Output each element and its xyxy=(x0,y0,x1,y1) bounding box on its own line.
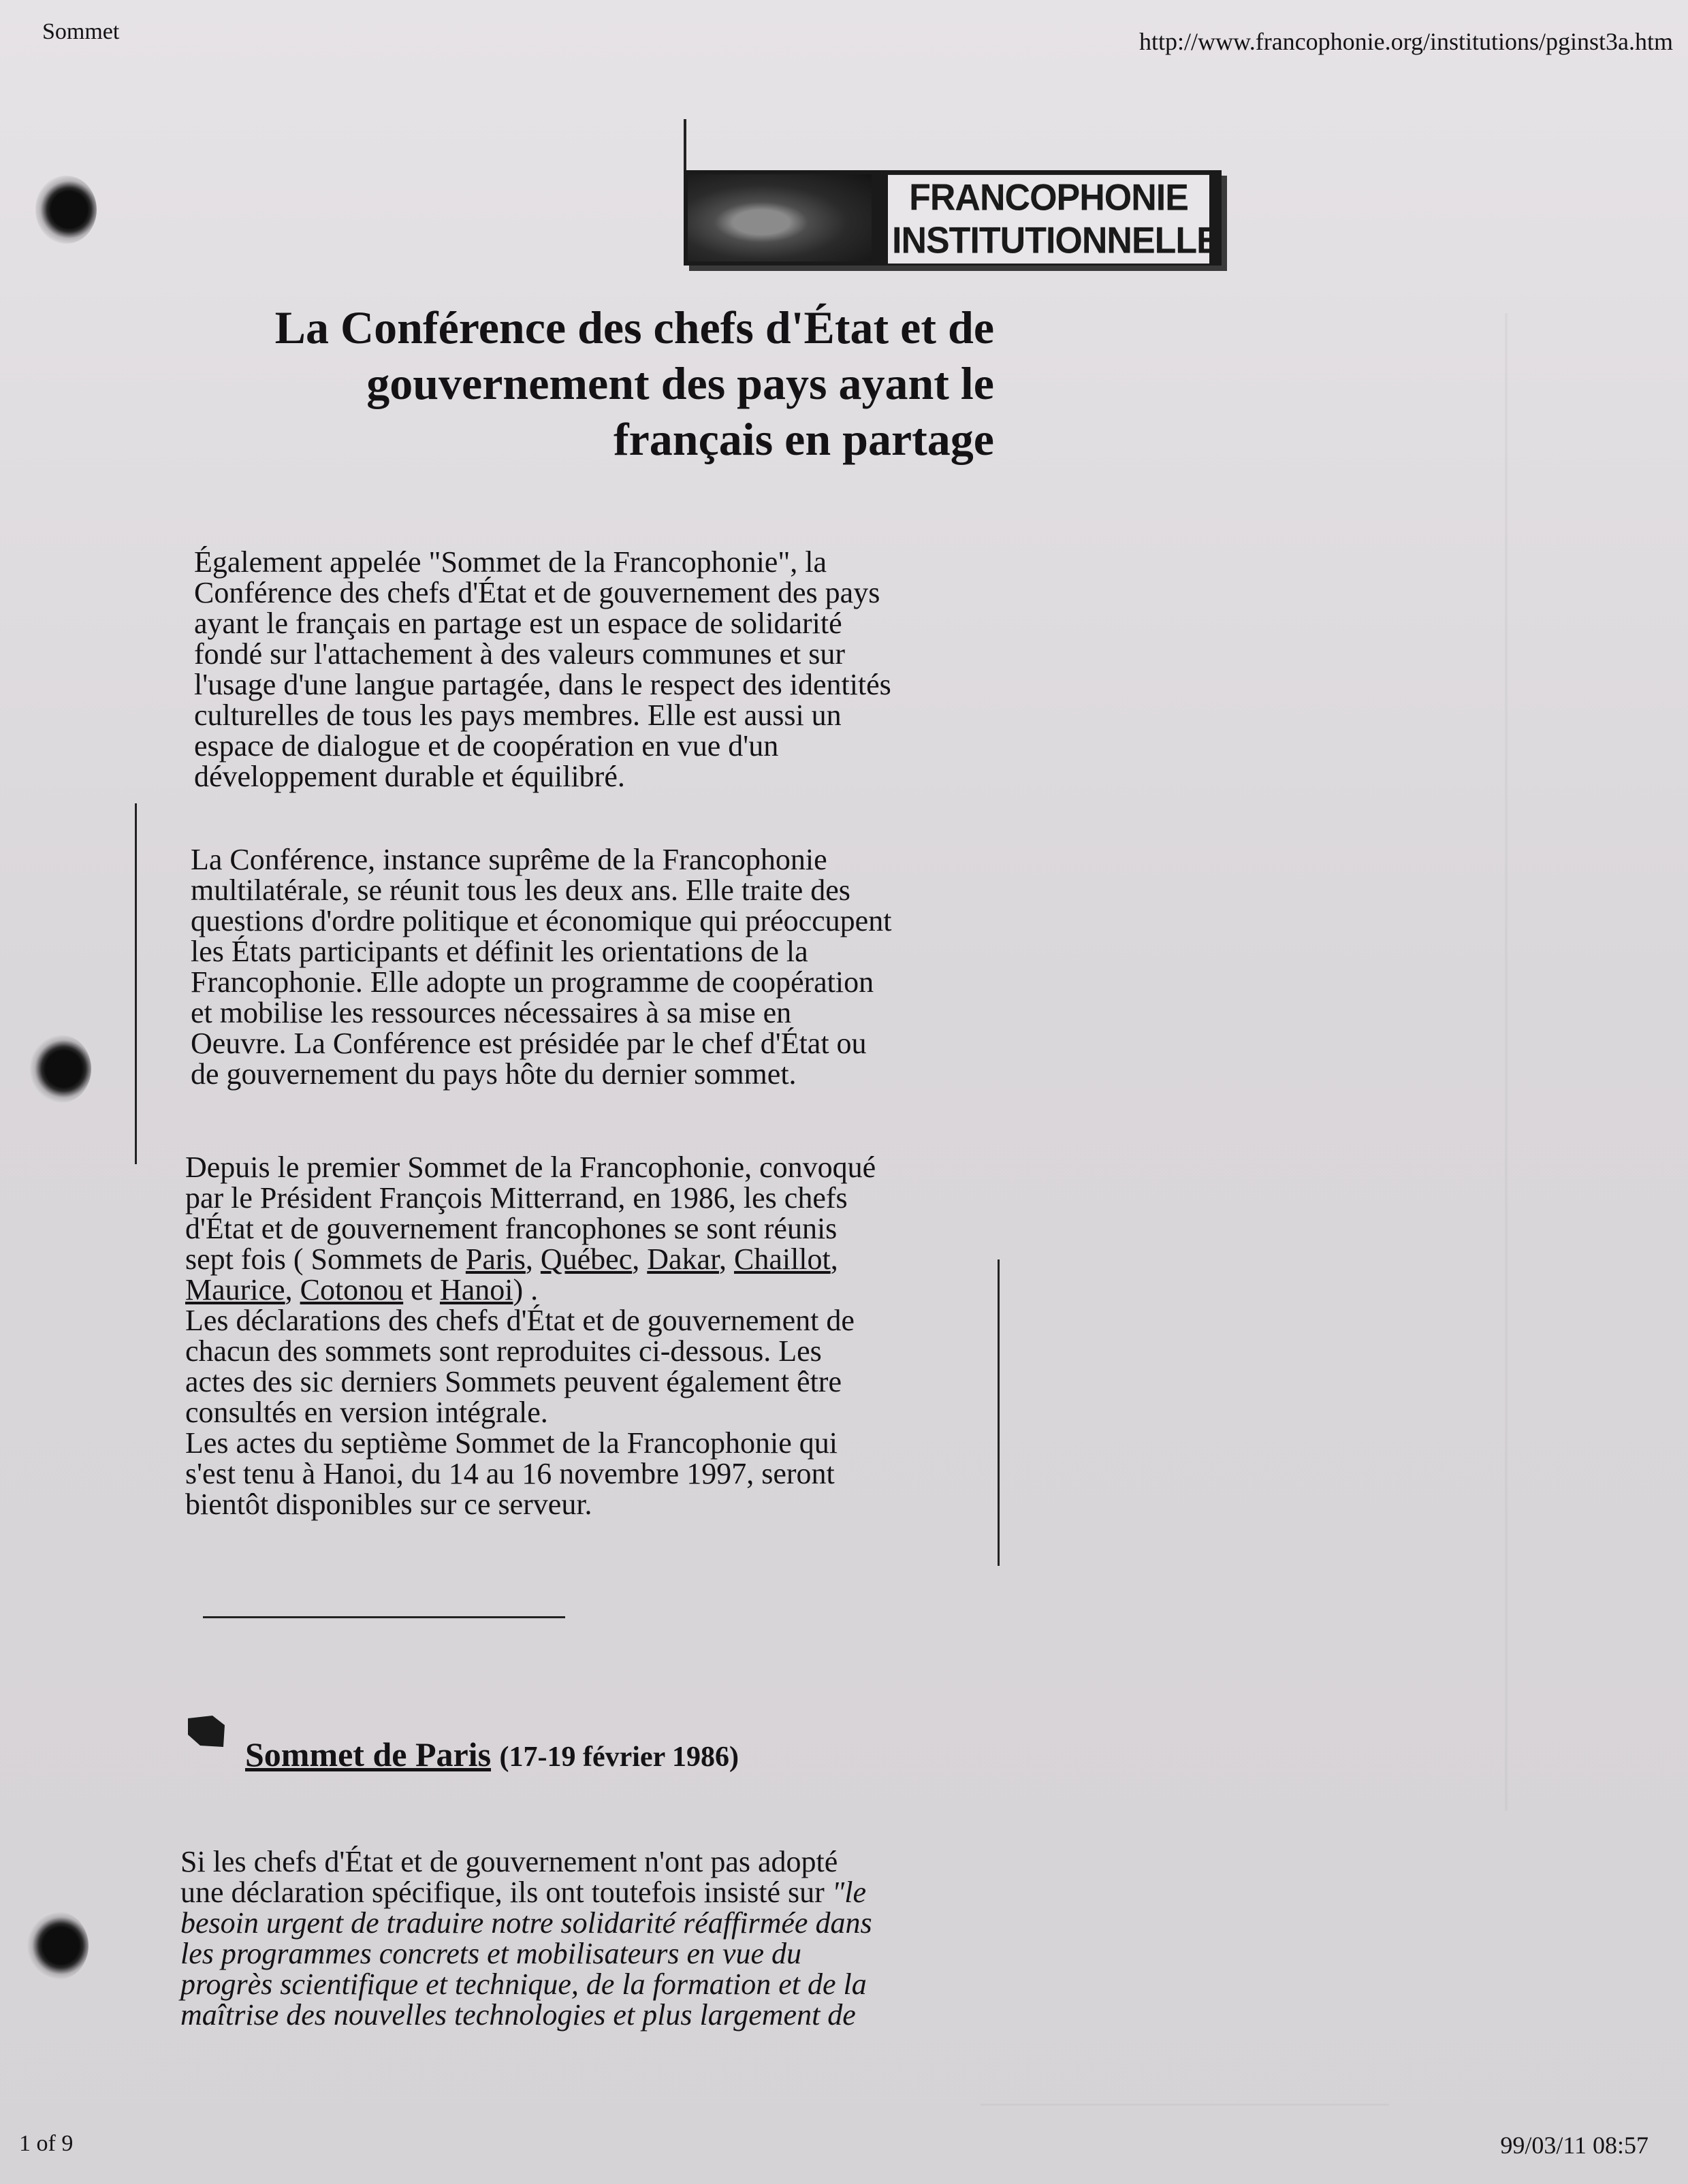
page-title xyxy=(136,300,994,467)
paris-dates: (17-19 février 1986) xyxy=(499,1741,739,1773)
text-line: et mobilise les ressources nécessaires à sa mise en xyxy=(191,996,792,1029)
text-line: culturelles de tous les pays membres. Elle est aussi un xyxy=(194,698,842,732)
quote-line: besoin urgent de traduire notre solidarité réaffirmée dans xyxy=(180,1906,872,1940)
text-line: questions d'ordre politique et économique qui préoccupent xyxy=(191,904,892,937)
text-line: Oeuvre. La Conférence est présidée par le chef d'État ou xyxy=(191,1027,867,1060)
text-line: par le Président François Mitterrand, en 1986, les chefs xyxy=(185,1181,848,1215)
quote-line: progrès scientifique et technique, de la formation et de la xyxy=(180,1968,867,2001)
title-line-1: La Conférence des chefs d'État et de xyxy=(274,302,994,353)
text-line: de gouvernement du pays hôte du dernier sommet. xyxy=(191,1057,797,1091)
text-line: sept fois ( Sommets de Paris, Québec, Dakar, Chaillot, xyxy=(185,1242,838,1276)
page-counter: 1 of 9 xyxy=(19,2131,74,2156)
logo-text xyxy=(888,175,1220,263)
paragraph-summits xyxy=(185,1152,876,1520)
link-hanoi[interactable]: Hanoi xyxy=(439,1273,513,1306)
logo-line-1: FRANCOPHONIE xyxy=(909,177,1188,219)
text-line: Francophonie. Elle adopte un programme de coopération xyxy=(191,965,874,999)
text-plain: une déclaration spécifique, ils ont toutefois insisté sur xyxy=(180,1876,832,1909)
punch-hole-middle xyxy=(30,1035,91,1103)
text-line: l'usage d'une langue partagée, dans le respect des identités xyxy=(194,668,891,701)
text-line xyxy=(180,1877,872,1908)
text-line: actes des sic derniers Sommets peuvent également être xyxy=(185,1365,842,1398)
text-line: Depuis le premier Sommet de la Francophonie, convoqué xyxy=(185,1151,876,1184)
text-line: développement durable et équilibré. xyxy=(194,760,625,793)
link-sommet-de-paris[interactable]: Sommet de Paris xyxy=(245,1735,492,1773)
link-cotonou[interactable]: Cotonou xyxy=(300,1273,404,1306)
text-line: Également appelée "Sommet de la Francophonie", la xyxy=(194,545,827,579)
link-dakar[interactable]: Dakar xyxy=(647,1242,719,1276)
text-line: espace de dialogue et de coopération en vue d'un xyxy=(194,729,779,762)
quote-open: "le xyxy=(831,1876,867,1909)
logo-line-2: INSTITUTIONNELLE xyxy=(892,220,1220,261)
paragraph-intro xyxy=(194,547,891,792)
paragraph-conference xyxy=(191,844,891,1089)
link-maurice[interactable]: Maurice xyxy=(185,1273,285,1306)
title-line-2: gouvernement des pays ayant le xyxy=(366,357,994,409)
punch-hole-top xyxy=(35,176,97,244)
header-page-title: Sommet xyxy=(42,19,120,44)
text-line: multilatérale, se réunit tous les deux ans. Elle traite des xyxy=(191,873,850,907)
text-line: bientôt disponibles sur ce serveur. xyxy=(185,1488,592,1521)
flag-icon xyxy=(185,1714,227,1750)
paragraph-paris xyxy=(180,1846,872,2030)
sept-fois-text: sept fois ( Sommets de xyxy=(185,1242,466,1276)
text-line: consultés en version intégrale. xyxy=(185,1396,548,1429)
margin-bar xyxy=(135,803,137,1164)
francophonie-logo xyxy=(684,170,1222,266)
text-line: s'est tenu à Hanoi, du 14 au 16 novembre 1997, seront xyxy=(185,1457,835,1490)
text-line: Les déclarations des chefs d'État et de gouvernement de xyxy=(185,1304,855,1337)
text-line: La Conférence, instance suprême de la Francophonie xyxy=(191,843,827,876)
close-paren-text: ) . xyxy=(513,1273,539,1306)
text-line: ayant le français en partage est un espace de solidarité xyxy=(194,607,842,640)
link-quebec[interactable]: Québec xyxy=(540,1242,633,1276)
text-line: les États participants et définit les orientations de la xyxy=(191,935,808,968)
text-line: chacun des sommets sont reproduites ci-dessous. Les xyxy=(185,1334,822,1368)
text-line: Conférence des chefs d'État et de gouvernement des pays xyxy=(194,576,880,609)
header-url: http://www.francophonie.org/institutions/pginst3a.htm xyxy=(1139,28,1673,55)
section-heading-paris xyxy=(245,1735,739,1774)
et-text: et xyxy=(403,1273,440,1306)
section-divider xyxy=(203,1616,565,1618)
text-line: d'État et de gouvernement francophones se sont réunis xyxy=(185,1212,838,1245)
globe-icon xyxy=(688,174,872,261)
text-line: Maurice, Cotonou et Hanoi) . xyxy=(185,1273,539,1306)
quote-line: maîtrise des nouvelles technologies et plus largement de xyxy=(180,1998,856,2032)
print-timestamp: 99/03/11 08:57 xyxy=(1500,2132,1649,2159)
link-chaillot[interactable]: Chaillot xyxy=(733,1242,831,1276)
link-paris[interactable]: Paris xyxy=(465,1242,526,1276)
title-line-3: français en partage xyxy=(613,413,994,465)
margin-bar-right xyxy=(998,1259,1000,1566)
punch-hole-bottom xyxy=(27,1912,89,1980)
text-line: fondé sur l'attachement à des valeurs communes et sur xyxy=(194,637,846,671)
text-line: Les actes du septième Sommet de la Francophonie qui xyxy=(185,1426,838,1460)
quote-line: les programmes concrets et mobilisateurs en vue du xyxy=(180,1937,802,1970)
text-line: Si les chefs d'État et de gouvernement n'ont pas adopté xyxy=(180,1845,838,1878)
